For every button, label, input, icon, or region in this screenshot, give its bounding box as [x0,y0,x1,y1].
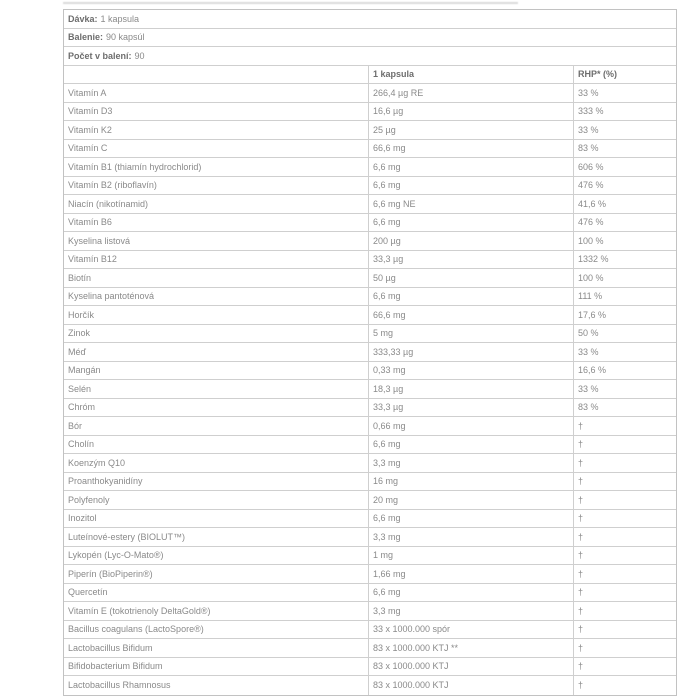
amount-cell: 33,3 µg [368,399,573,417]
amount-cell: 0,66 mg [368,417,573,435]
amount-cell: 66,6 mg [368,306,573,324]
header-rhp: RHP* (%) [573,66,676,84]
table-row [64,288,676,307]
nutrient-name-cell: Bór [68,420,83,431]
amount-cell: 3,3 mg [368,528,573,546]
amount-cell: 1 mg [368,547,573,565]
header-empty-cell [64,66,368,84]
rhp-cell: 83 % [573,140,676,158]
dose-info-row [64,10,676,29]
rhp-cell: 33 % [573,343,676,361]
table-row [64,380,676,399]
table-row [64,676,676,695]
amount-cell: 6,6 mg [368,214,573,232]
rhp-cell: † [573,436,676,454]
nutrient-name-cell: Lykopén (Lyc-O-Mato®) [68,550,164,561]
table-row [64,491,676,510]
table-row [64,565,676,584]
amount-cell: 25 µg [368,121,573,139]
dose-value: 1 kapsula [100,13,140,24]
table-row [64,84,676,103]
nutrient-name-cell: Bifidobacterium Bifidum [68,661,163,672]
amount-cell: 16,6 µg [368,103,573,121]
table-row [64,232,676,251]
amount-cell: 3,3 mg [368,454,573,472]
rhp-cell: † [573,584,676,602]
amount-cell: 66,6 mg [368,140,573,158]
column-header-row [64,66,676,85]
nutrient-name-cell: Lactobacillus Rhamnosus [68,680,171,691]
nutrient-name-cell: Vitamín B2 (riboflavín) [68,180,157,191]
nutrient-name-cell: Horčík [68,309,95,320]
amount-cell: 6,6 mg [368,584,573,602]
amount-cell: 6,6 mg [368,436,573,454]
table-row [64,510,676,529]
amount-cell: 83 x 1000.000 KTJ [368,658,573,676]
nutrient-name-cell: Méď [68,346,87,357]
amount-cell: 6,6 mg [368,177,573,195]
rhp-cell: 83 % [573,399,676,417]
amount-cell: 5 mg [368,325,573,343]
package-info-row [64,29,676,48]
rhp-cell: † [573,510,676,528]
nutrient-name-cell: Vitamín B12 [68,254,117,265]
table-row [64,436,676,455]
rhp-cell: † [573,639,676,657]
nutrient-name-cell: Selén [68,383,92,394]
rhp-cell: † [573,417,676,435]
amount-cell: 50 µg [368,269,573,287]
table-row [64,658,676,677]
rhp-cell: 33 % [573,121,676,139]
nutrient-name-cell: Quercetín [68,587,108,598]
table-row [64,547,676,566]
rhp-cell: 333 % [573,103,676,121]
rhp-cell: 476 % [573,177,676,195]
rhp-cell: † [573,528,676,546]
table-row [64,621,676,640]
table-row [64,602,676,621]
table-row [64,251,676,270]
count-info-row [64,47,676,66]
nutrient-name-cell: Vitamín C [68,143,108,154]
table-row [64,639,676,658]
rhp-cell: 100 % [573,269,676,287]
nutrient-name-cell: Kyselina listová [68,235,131,246]
nutrient-name-cell: Biotín [68,272,92,283]
table-row [64,325,676,344]
amount-cell: 6,6 mg [368,158,573,176]
nutrient-name-cell: Vitamín E (tokotrienoly DeltaGold®) [68,605,211,616]
table-row [64,121,676,140]
count-label: Počet v balení: [68,50,132,61]
amount-cell: 6,6 mg NE [368,195,573,213]
rhp-cell: † [573,676,676,695]
nutrient-name-cell: Koenzým Q10 [68,457,126,468]
amount-cell: 83 x 1000.000 KTJ [368,676,573,695]
table-row [64,362,676,381]
nutrient-name-cell: Zinok [68,328,91,339]
nutrient-name-cell: Vitamín D3 [68,106,113,117]
table-row [64,140,676,159]
amount-cell: 1,66 mg [368,565,573,583]
nutrient-name-cell: Kyselina pantoténová [68,291,155,302]
header-per-capsule: 1 kapsula [368,66,573,84]
table-row [64,158,676,177]
amount-cell: 18,3 µg [368,380,573,398]
nutrient-name-cell: Bacillus coagulans (LactoSpore®) [68,624,204,635]
amount-cell: 6,6 mg [368,510,573,528]
table-row [64,528,676,547]
rhp-cell: 33 % [573,380,676,398]
nutrient-name-cell: Lactobacillus Bifidum [68,642,153,653]
amount-cell: 33 x 1000.000 spór [368,621,573,639]
table-row [64,306,676,325]
rhp-cell: 50 % [573,325,676,343]
nutrient-name-cell: Vitamín K2 [68,124,112,135]
nutrient-name-cell: Vitamín A [68,87,107,98]
rhp-cell: † [573,473,676,491]
nutrient-name-cell: Polyfenoly [68,494,110,505]
nutrient-name-cell: Chróm [68,402,96,413]
amount-cell: 33,3 µg [368,251,573,269]
package-label: Balenie: [68,32,104,43]
rhp-cell: † [573,602,676,620]
rhp-cell: † [573,547,676,565]
count-value: 90 [134,50,145,61]
rhp-cell: 41,6 % [573,195,676,213]
rhp-cell: † [573,565,676,583]
table-row [64,343,676,362]
rhp-cell: 1332 % [573,251,676,269]
nutrient-name-cell: Niacín (nikotínamid) [68,198,149,209]
amount-cell: 6,6 mg [368,288,573,306]
nutrient-name-cell: Vitamín B1 (thiamín hydrochlorid) [68,161,202,172]
table-row [64,399,676,418]
nutrient-name-cell: Inozitol [68,513,97,524]
amount-cell: 266,4 µg RE [368,84,573,102]
rhp-cell: 33 % [573,84,676,102]
nutrient-name-cell: Mangán [68,365,101,376]
rhp-cell: † [573,658,676,676]
nutrition-table [63,9,677,696]
table-row [64,473,676,492]
nutrient-name-cell: Vitamín B6 [68,217,112,228]
table-row [64,103,676,122]
amount-cell: 3,3 mg [368,602,573,620]
cropped-row-artifact [63,2,518,4]
rhp-cell: † [573,454,676,472]
package-value: 90 kapsúl [106,32,145,43]
nutrient-name-cell: Proanthokyanidíny [68,476,143,487]
amount-cell: 20 mg [368,491,573,509]
table-row [64,195,676,214]
nutrient-name-cell: Cholín [68,439,95,450]
rhp-cell: 606 % [573,158,676,176]
rhp-cell: † [573,491,676,509]
table-row [64,214,676,233]
amount-cell: 0,33 mg [368,362,573,380]
dose-label: Dávka: [68,13,98,24]
nutrient-rows-container [64,84,676,695]
rhp-cell: 111 % [573,288,676,306]
rhp-cell: 100 % [573,232,676,250]
nutrient-name-cell: Luteínové-estery (BIOLUT™) [68,531,186,542]
table-row [64,177,676,196]
nutrient-name-cell: Piperín (BioPiperin®) [68,568,153,579]
amount-cell: 333,33 µg [368,343,573,361]
amount-cell: 200 µg [368,232,573,250]
amount-cell: 16 mg [368,473,573,491]
table-row [64,269,676,288]
amount-cell: 83 x 1000.000 KTJ ** [368,639,573,657]
rhp-cell: 476 % [573,214,676,232]
rhp-cell: 17,6 % [573,306,676,324]
rhp-cell: 16,6 % [573,362,676,380]
table-row [64,454,676,473]
table-row [64,584,676,603]
table-row [64,417,676,436]
rhp-cell: † [573,621,676,639]
